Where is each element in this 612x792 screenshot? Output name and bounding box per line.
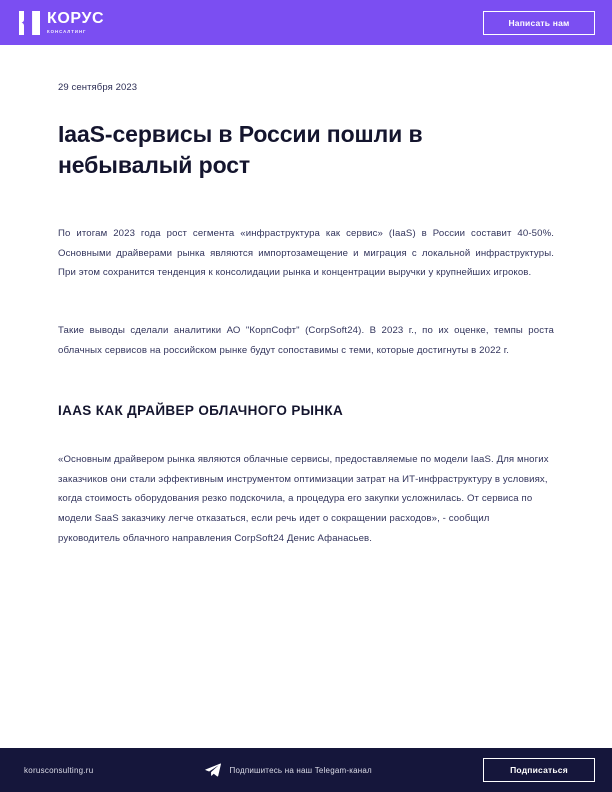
article-paragraph: По итогам 2023 года рост сегмента «инфраструктура как сервис» (IaaS) в России составит 40-50%. Основными драйверами рынка являются импортозамещение и миграция с локальной инфраструктуры. При этом сохранится тенденция к консолидации рынка и концентрации выручки у крупнейших игроков. [58,228,554,279]
brand-subtitle: КОНСАЛТИНГ [47,28,87,34]
footer-site-url[interactable]: korusconsulting.ru [24,765,94,775]
telegram-paper-plane-icon [205,763,221,777]
article-date: 29 сентября 2023 [58,82,138,93]
subscribe-button[interactable]: Подписаться [483,758,595,782]
quote-paragraph: «Основным драйвером рынка являются облачные сервисы, предоставляемые по модели IaaS. Для многих заказчиков они стали эффективным инструментом оптимизации затрат на ИТ-инфраструктуру в условиях, когда стоимость оборудования резко подскочила, а процедура его закупки усложнилась. От сервиса по модели SaaS заказчику легче отказаться, если речь идет о сокращении расходов», - сообщил руководитель облачного направления CorpSoft24 Денис Афанасьев. [58,453,549,544]
footer-cta-text: Подпишитесь на наш Telegam-канал [229,765,372,775]
contact-us-button[interactable]: Написать нам [483,11,595,35]
brand-logo[interactable] [19,11,104,35]
korus-bracket-logo-icon [19,11,40,35]
article-main [0,45,612,748]
article-quote [58,450,554,548]
footer-telegram-cta [93,763,483,777]
brand-wordmark [47,11,104,34]
brand-name: КОРУС [47,9,105,27]
site-header [0,0,612,45]
section-heading: IAAS КАК ДРАЙВЕР ОБЛАЧНОГО РЫНКА [58,403,344,419]
site-footer [0,748,612,792]
article-paragraph: Такие выводы сделали аналитики АО "КорпСофт" (CorpSoft24). В 2023 г., по их оценке, темпы роста облачных сервисов на российском рынке будут сопоставимы с теми, которые достигнуты в 2022 г. [58,325,554,356]
article-body [58,224,554,360]
page-title: IaaS-сервисы в России пошли в небывалый рост [58,121,423,178]
